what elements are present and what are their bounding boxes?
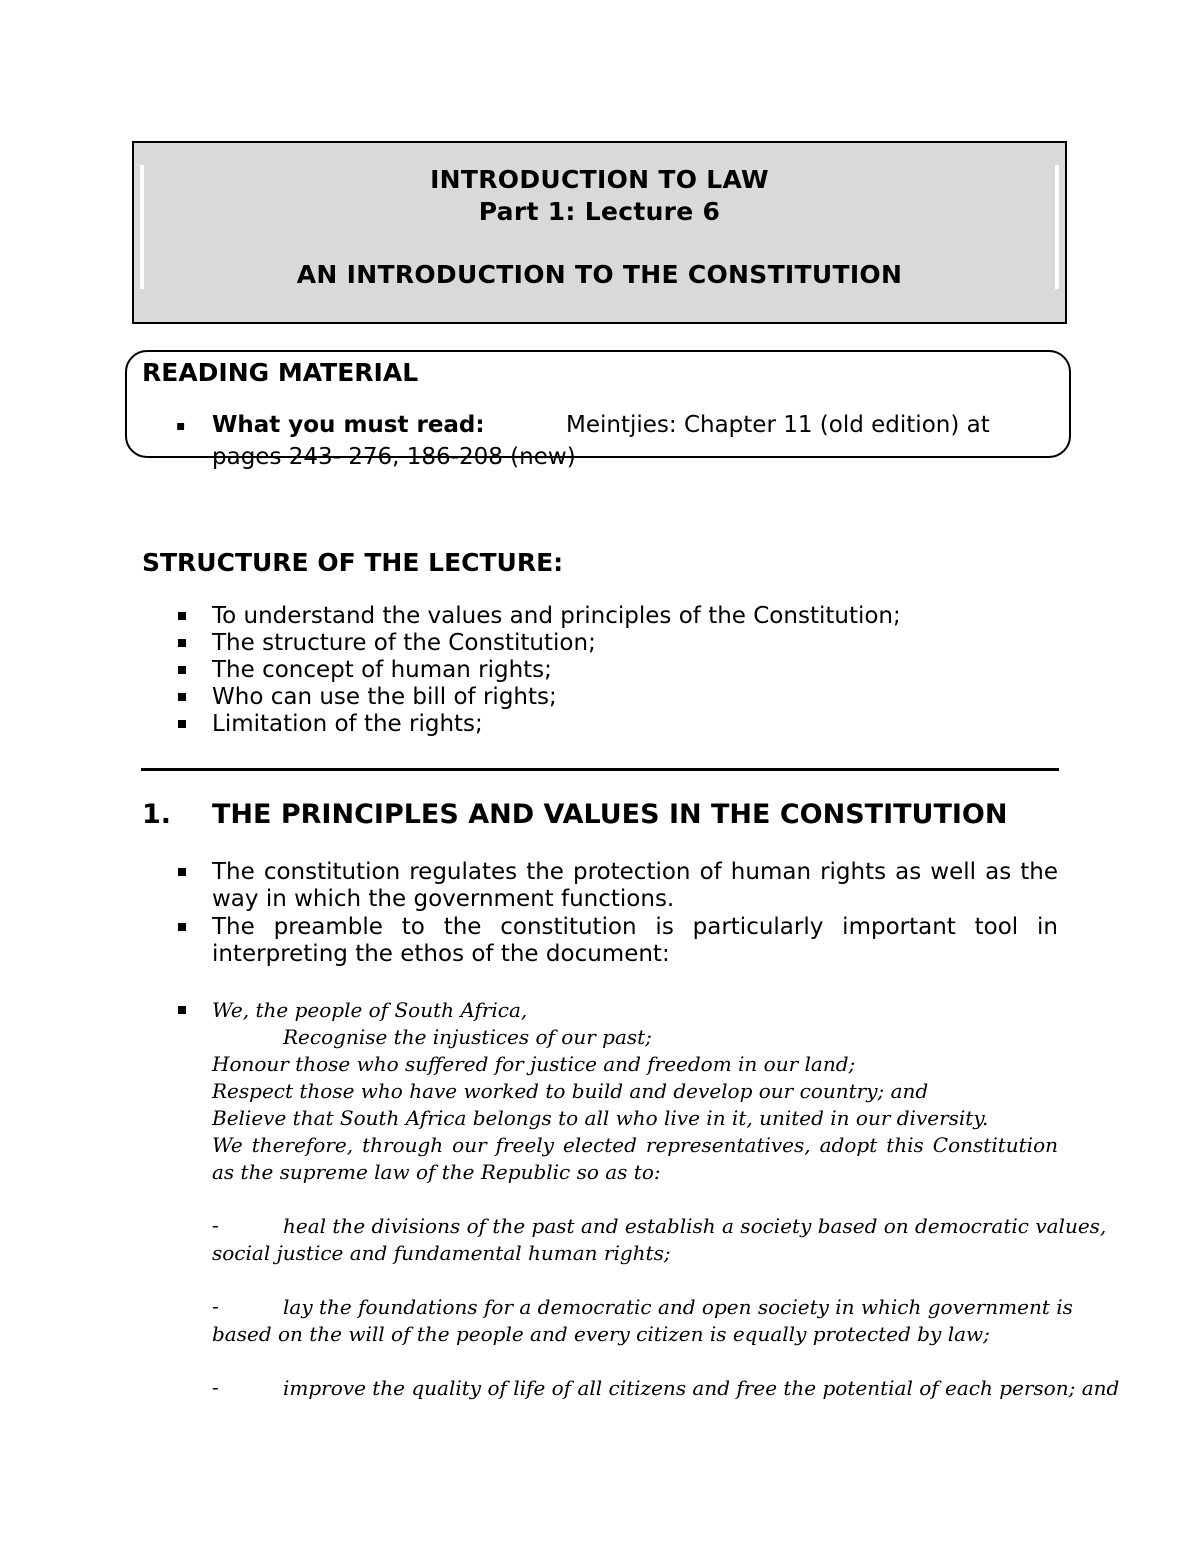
reading-material-heading: READING MATERIAL (142, 358, 419, 387)
bullet-icon (178, 868, 186, 876)
section-paragraph: The constitution regulates the protection of human rights as well as the way in which the government functions. (212, 859, 1058, 912)
preamble-point: lay the foundations for a democratic and open society in which government is (283, 1295, 1073, 1319)
bullet-icon (178, 639, 186, 647)
bullet-icon (178, 666, 186, 674)
lecture-title: Part 1: Lecture 6 (478, 197, 721, 226)
reading-label: What you must read: (212, 412, 485, 438)
structure-list (176, 603, 901, 738)
preamble-line: Believe that South Africa belongs to all who live in it, united in our diversity. (212, 1106, 989, 1130)
section-divider (141, 768, 1059, 771)
preamble-line: We therefore, through our freely elected representatives, adopt this Constitution as the supreme law of the Republic so as to: (212, 1133, 1058, 1184)
list-item: The structure of the Constitution; (176, 630, 901, 657)
bullet-icon (178, 720, 186, 728)
dash-marker: - (212, 1294, 219, 1318)
course-title: INTRODUCTION TO LAW (430, 165, 769, 194)
list-item: The concept of human rights; (176, 657, 901, 684)
list-item: To understand the values and principles of the Constitution; (176, 603, 901, 630)
section-title: THE PRINCIPLES AND VALUES IN THE CONSTITUTION (212, 799, 1008, 830)
preamble-line: Respect those who have worked to build and develop our country; and (212, 1079, 929, 1103)
preamble-point: improve the quality of life of all citizens and free the potential of each person; and (283, 1376, 1120, 1400)
preamble-line: Honour those who suffered for justice and freedom in our land; (212, 1052, 856, 1076)
list-item: Who can use the bill of rights; (176, 684, 901, 711)
section-paragraph: The preamble to the constitution is particularly important tool in interpreting the ethos of the document: (212, 914, 1058, 967)
structure-heading: STRUCTURE OF THE LECTURE: (142, 548, 564, 577)
bullet-icon: ▪ (176, 418, 186, 434)
document-subtitle: AN INTRODUCTION TO THE CONSTITUTION (296, 260, 903, 289)
bullet-icon (178, 1006, 186, 1014)
dash-marker: - (212, 1213, 219, 1237)
reading-value-continued: pages 243- 276, 186-208 (new) (212, 444, 576, 470)
title-box (132, 141, 1067, 324)
preamble-point: social justice and fundamental human rights; (212, 1241, 671, 1265)
bullet-icon (178, 693, 186, 701)
bullet-icon (178, 612, 186, 620)
preamble-line: Recognise the injustices of our past; (283, 1025, 652, 1049)
section-number: 1. (142, 799, 172, 830)
list-item: Limitation of the rights; (176, 711, 901, 738)
bullet-icon (178, 923, 186, 931)
preamble-point: based on the will of the people and every citizen is equally protected by law; (212, 1322, 990, 1346)
reading-value: Meintjies: Chapter 11 (old edition) at (566, 412, 990, 438)
preamble-point: heal the divisions of the past and establish a society based on democratic values, (283, 1214, 1107, 1238)
dash-marker: - (212, 1375, 219, 1399)
preamble-line: We, the people of South Africa, (212, 998, 528, 1022)
